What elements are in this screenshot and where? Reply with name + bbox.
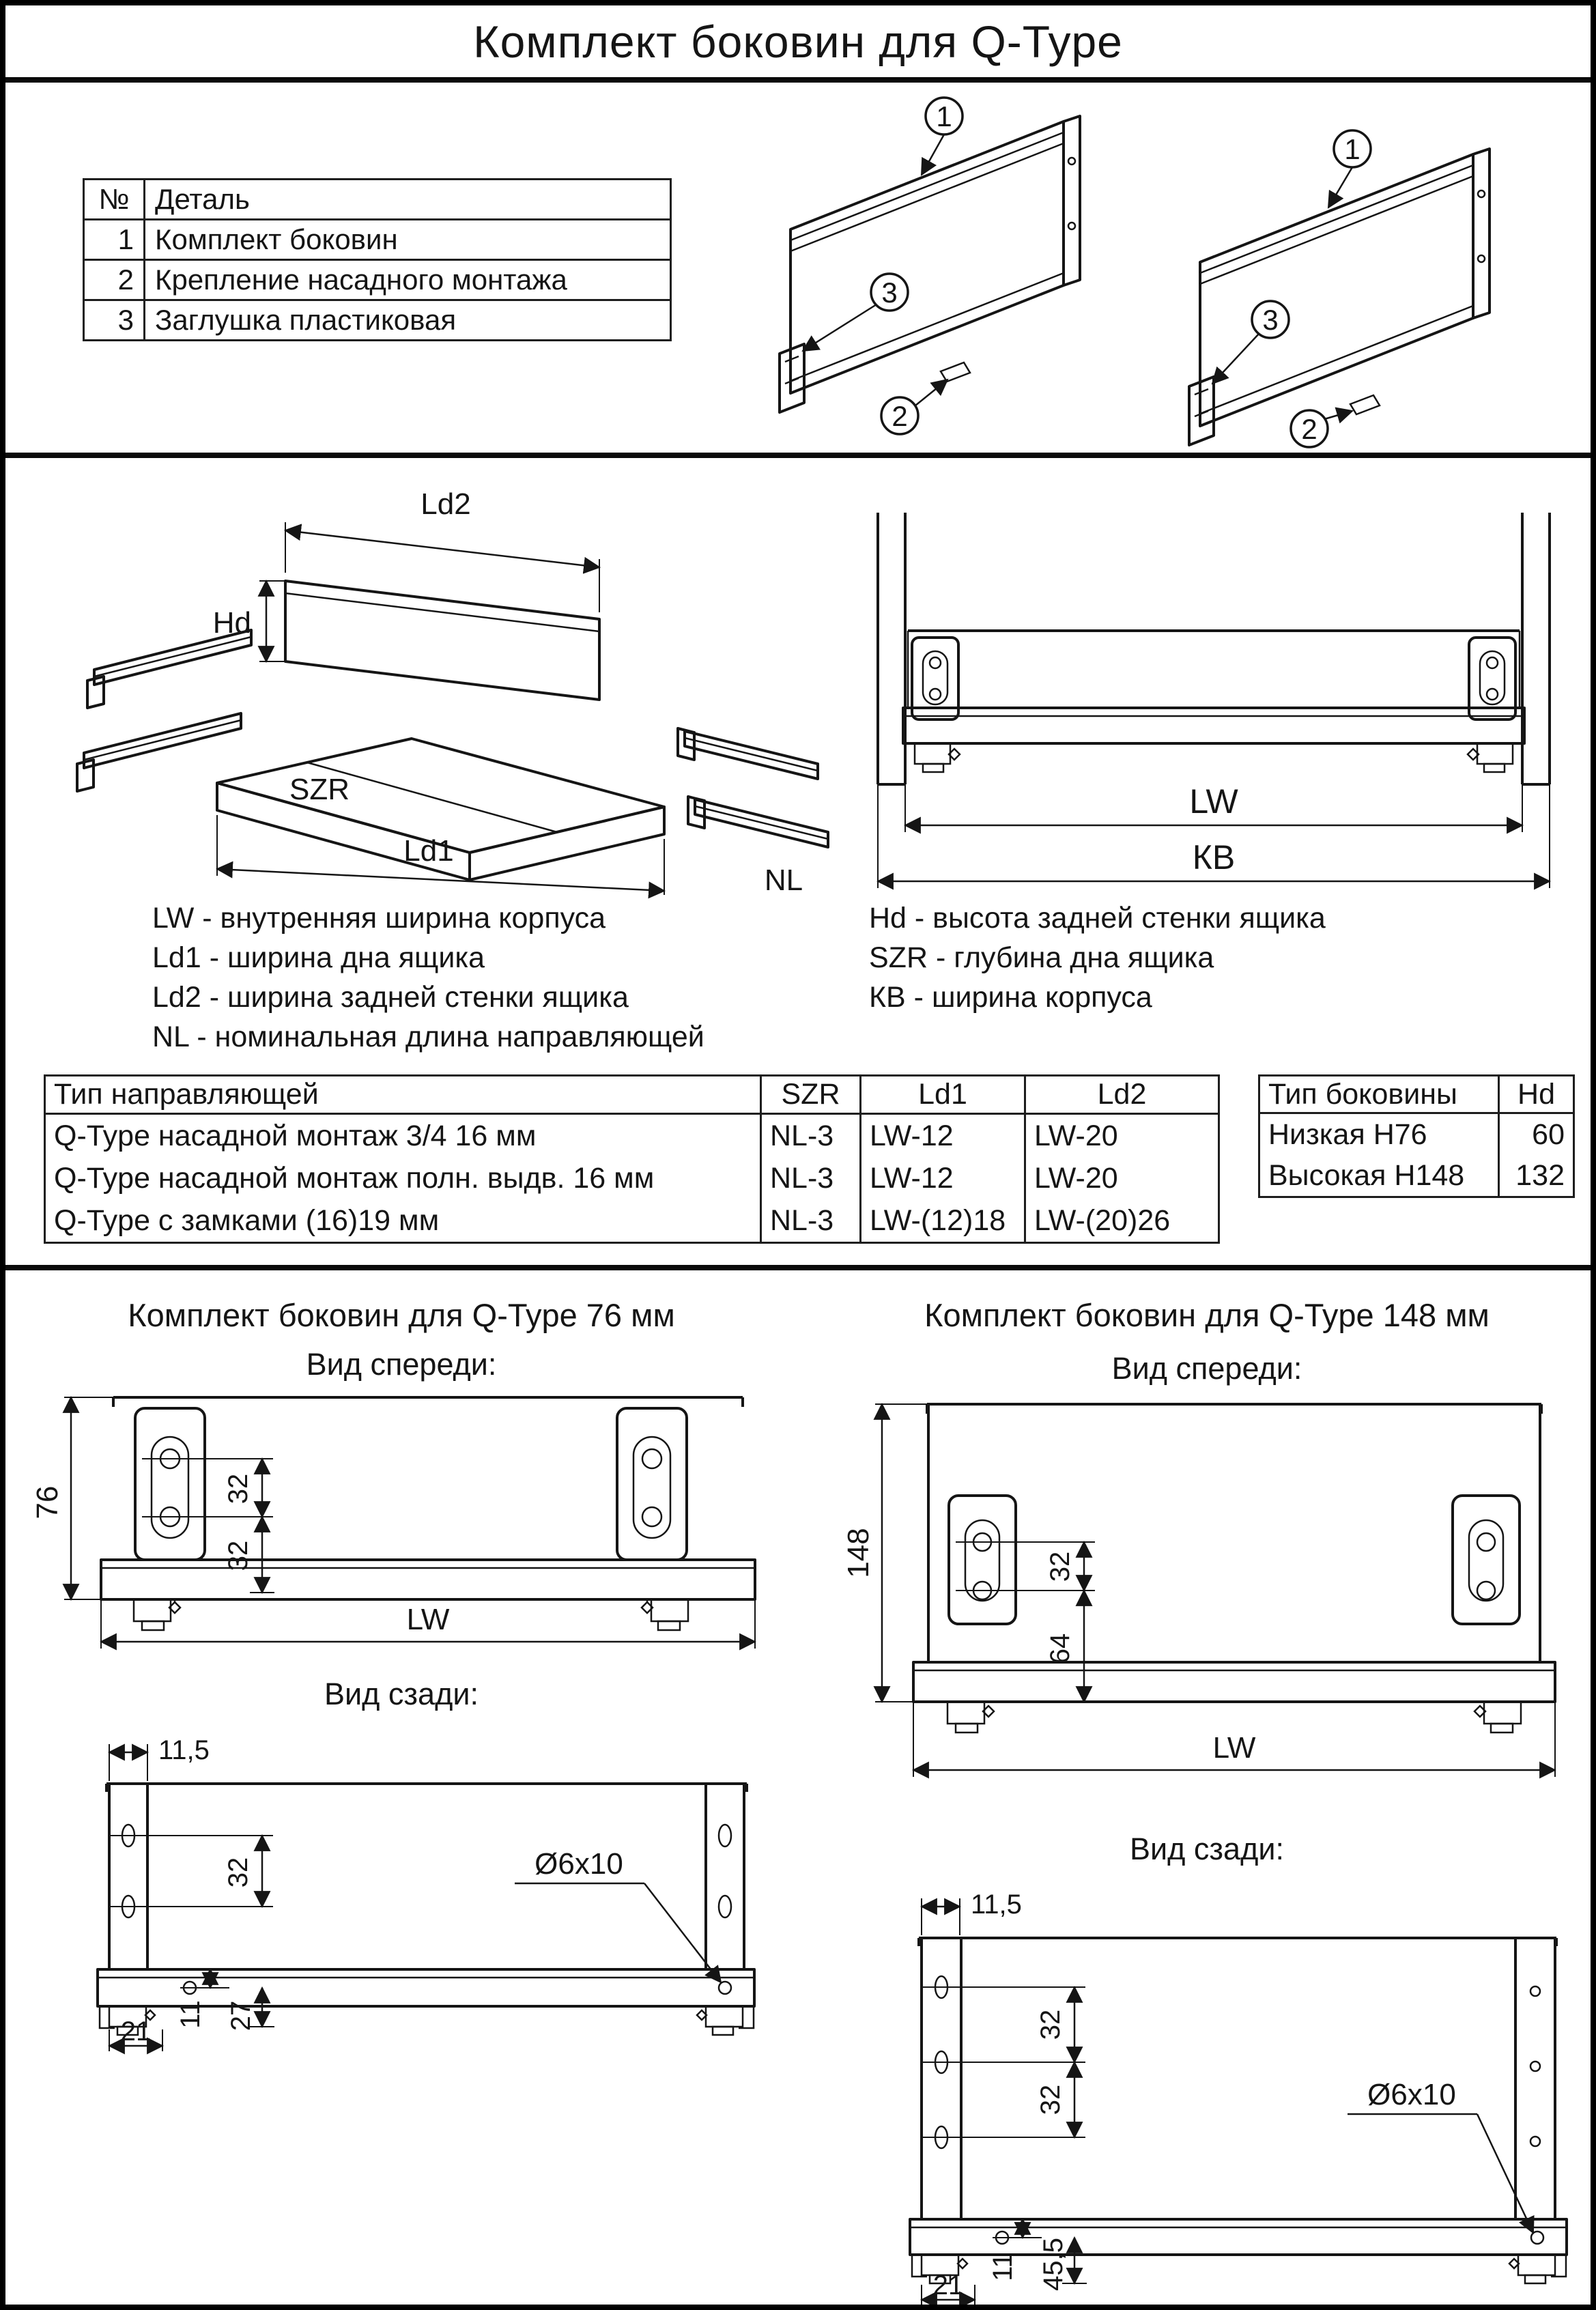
table-row bbox=[84, 220, 671, 260]
part-num: 1 bbox=[84, 220, 145, 260]
panel-outline bbox=[910, 1938, 1567, 2283]
rail-header: Тип направляющей bbox=[46, 1076, 760, 1115]
section-title-76: Комплект боковин для Q-Type 76 мм bbox=[128, 1297, 675, 1333]
rail-header: Ld1 bbox=[859, 1076, 1024, 1115]
svg-text:3: 3 bbox=[1262, 304, 1279, 336]
callout-2 bbox=[1291, 410, 1352, 447]
side-panel-right bbox=[1189, 149, 1490, 445]
dim-hole: Ø6x10 bbox=[535, 1847, 623, 1881]
legend-item: LW - внутренняя ширина корпуса bbox=[152, 902, 606, 935]
callout-3 bbox=[803, 274, 908, 351]
dim-11: 11 bbox=[175, 2000, 205, 2029]
dim-32: 32 bbox=[1036, 2084, 1066, 2115]
table-row bbox=[84, 300, 671, 341]
front-view-148-drawing bbox=[842, 1395, 1596, 1794]
dim-lw: LW bbox=[1212, 1731, 1256, 1765]
svg-text:3: 3 bbox=[881, 276, 898, 309]
rear-view-label-76: Вид сзади: bbox=[324, 1677, 479, 1711]
spec-band bbox=[5, 458, 1591, 1270]
legend-left bbox=[152, 898, 704, 1057]
dim-ld2: Ld2 bbox=[421, 487, 471, 521]
right-rails bbox=[678, 728, 828, 847]
parts-band bbox=[5, 83, 1591, 458]
panel-outline bbox=[101, 1397, 755, 1630]
front-view-label-76: Вид спереди: bbox=[306, 1347, 497, 1382]
dim-hd: Hd bbox=[212, 606, 251, 640]
dim-21: 21 bbox=[120, 2016, 152, 2047]
rail-cell: LW-12 bbox=[859, 1115, 1024, 1157]
dim-148: 148 bbox=[842, 1528, 875, 1578]
dim-szr: SZR bbox=[289, 773, 350, 806]
part-num: 2 bbox=[84, 260, 145, 300]
dim-hole: Ø6x10 bbox=[1367, 2078, 1456, 2111]
section-title-148: Комплект боковин для Q-Type 148 мм bbox=[924, 1297, 1490, 1333]
side-cell: 132 bbox=[1498, 1155, 1573, 1196]
dim-11_5: 11,5 bbox=[158, 1735, 210, 1765]
part-name: Заглушка пластиковая bbox=[145, 300, 671, 341]
legend-item: КВ - ширина корпуса bbox=[869, 981, 1152, 1014]
dim-45_5: 45,5 bbox=[1038, 2238, 1068, 2291]
rear-view-148-drawing bbox=[845, 1878, 1596, 2308]
side-cell: Высокая Н148 bbox=[1268, 1158, 1465, 1192]
dim-21: 21 bbox=[932, 2270, 964, 2300]
dim-32: 32 bbox=[1036, 2009, 1066, 2040]
svg-text:1: 1 bbox=[1344, 133, 1360, 165]
dim-27: 27 bbox=[226, 2000, 256, 2031]
dim-32: 32 bbox=[223, 1857, 253, 1888]
back-panel bbox=[285, 581, 599, 700]
exploded-dimensions-drawing bbox=[46, 464, 831, 897]
dim-64: 64 bbox=[1045, 1633, 1075, 1664]
side-header: Hd bbox=[1498, 1076, 1573, 1114]
part-num: 3 bbox=[84, 300, 145, 341]
callout-2 bbox=[881, 380, 947, 434]
callout-3 bbox=[1212, 301, 1289, 384]
front-view-76-drawing bbox=[33, 1388, 790, 1657]
dim-32: 32 bbox=[223, 1540, 253, 1571]
drawings-band bbox=[5, 1270, 1591, 2310]
dim-lw: LW bbox=[1189, 782, 1238, 821]
svg-text:2: 2 bbox=[892, 400, 908, 432]
rail-cell: Q-Type насадной монтаж 3/4 16 мм bbox=[54, 1119, 537, 1152]
title-band bbox=[5, 5, 1591, 83]
dim-lw: LW bbox=[406, 1603, 450, 1636]
rail-cell: NL-3 bbox=[760, 1115, 859, 1157]
rear-view-label-148: Вид сзади: bbox=[1130, 1831, 1284, 1866]
dim-ld1: Ld1 bbox=[403, 834, 454, 868]
part-name: Комплект боковин bbox=[145, 220, 671, 260]
dim-nl: NL bbox=[764, 864, 803, 897]
rail-cell: LW-(20)26 bbox=[1024, 1199, 1218, 1242]
isometric-drawing bbox=[743, 86, 1596, 449]
dim-11: 11 bbox=[988, 2253, 1018, 2281]
parts-table bbox=[83, 178, 672, 341]
legend-right bbox=[869, 898, 1326, 1017]
rear-view-76-drawing bbox=[33, 1721, 790, 2055]
parts-col-name: Деталь bbox=[145, 180, 671, 220]
legend-item: NL - номинальная длина направляющей bbox=[152, 1021, 704, 1053]
panel-outline bbox=[98, 1784, 754, 2035]
legend-item: Ld1 - ширина дна ящика bbox=[152, 941, 485, 974]
rail-table bbox=[44, 1074, 1220, 1244]
dim-11_5: 11,5 bbox=[971, 1890, 1022, 1920]
dim-kb: КВ bbox=[1192, 838, 1236, 876]
table-row bbox=[84, 260, 671, 300]
rail-cell: LW-20 bbox=[1024, 1157, 1218, 1199]
legend-item: Ld2 - ширина задней стенки ящика bbox=[152, 981, 629, 1014]
legend-item: Hd - высота задней стенки ящика bbox=[869, 902, 1326, 935]
svg-text:2: 2 bbox=[1301, 413, 1317, 445]
rail-header: SZR bbox=[760, 1076, 859, 1115]
side-type-table bbox=[1258, 1074, 1575, 1198]
page-title: Комплект боковин для Q-Type bbox=[473, 16, 1123, 67]
dim-76: 76 bbox=[31, 1485, 64, 1520]
rail-cell: NL-3 bbox=[760, 1157, 859, 1199]
side-cell: 60 bbox=[1498, 1114, 1573, 1155]
part-name: Крепление насадного монтажа bbox=[145, 260, 671, 300]
panel-outline bbox=[913, 1404, 1555, 1732]
rail-cell: LW-20 bbox=[1024, 1115, 1218, 1157]
drawer-front bbox=[903, 631, 1524, 772]
rail-cell: NL-3 bbox=[760, 1199, 859, 1242]
dim-32: 32 bbox=[223, 1473, 253, 1505]
left-rails bbox=[77, 630, 251, 791]
side-cell: Низкая Н76 bbox=[1268, 1117, 1427, 1151]
rail-cell: Q-Type с замками (16)19 мм bbox=[54, 1203, 440, 1237]
rail-cell: Q-Type насадной монтаж полн. выдв. 16 мм bbox=[54, 1161, 655, 1195]
cabinet-front-drawing bbox=[831, 464, 1596, 897]
front-view-label-148: Вид спереди: bbox=[1111, 1351, 1302, 1386]
dim-32: 32 bbox=[1045, 1551, 1075, 1582]
parts-col-num: № bbox=[84, 180, 145, 220]
legend-item: SZR - глубина дна ящика bbox=[869, 941, 1214, 974]
rail-cell: LW-12 bbox=[859, 1157, 1024, 1199]
rail-cell: LW-(12)18 bbox=[859, 1199, 1024, 1242]
rail-header: Ld2 bbox=[1024, 1076, 1218, 1115]
svg-text:1: 1 bbox=[936, 100, 952, 132]
table-row bbox=[84, 180, 671, 220]
side-header: Тип боковины bbox=[1260, 1076, 1498, 1114]
